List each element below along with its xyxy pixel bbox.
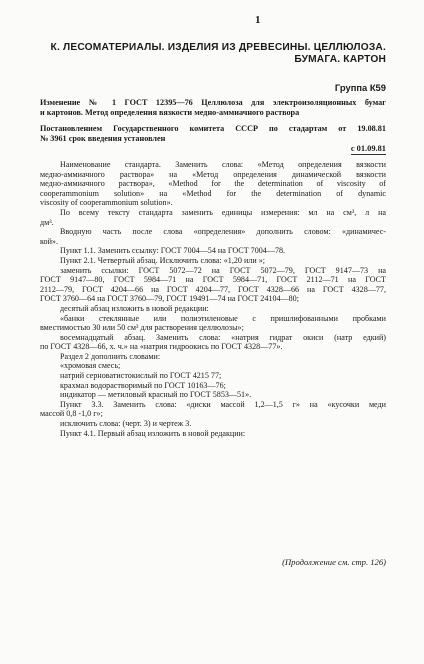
effective-date: с 01.09.81	[350, 144, 386, 153]
body-line: По всему тексту стандарта заменить единицы измерения: мл на см³, л на	[60, 207, 386, 217]
page-number: 1	[255, 14, 261, 26]
section-title-line-1: К. ЛЕСОМАТЕРИАЛЫ. ИЗДЕЛИЯ ИЗ ДРЕВЕСИНЫ. ЦЕЛЛЮЛОЗА.	[50, 42, 386, 53]
decree-line: Постановлением Государственного комитета СССР по стадартам от 19.08.81	[40, 123, 386, 133]
body-line: восемнадцатый абзац. Заменить слова: «натрия гидрат окиси (натр едкий)	[60, 332, 386, 342]
body-line: исключить слова: (черт. 3) и чертеж 3.	[60, 419, 192, 429]
decree-line: № 3961 срок введения установлен	[40, 134, 166, 144]
amendment-header	[40, 98, 386, 145]
body-text	[40, 160, 386, 438]
body-line: ГОСТ 3760—64 на ГОСТ 3760—79, ГОСТ 19491—74 на ГОСТ 24104—80;	[40, 294, 299, 304]
group-code: Группа К59	[334, 82, 386, 93]
body-line: «банки стеклянные или полиэтиленовые с пришлифованными пробками	[60, 313, 386, 323]
body-line: viscosity of cooperammonium solution».	[40, 198, 173, 208]
body-line: 2112—79, ГОСТ 4204—66 на ГОСТ 4204—77, ГОСТ 4328—66 на ГОСТ 4328—77,	[40, 284, 386, 294]
section-title-line-2: БУМАГА. КАРТОН	[294, 54, 386, 65]
body-line: Раздел 2 дополнить словами:	[60, 351, 161, 361]
body-line: натрий серноватистокислый по ГОСТ 4215 77;	[60, 371, 222, 381]
body-line: cooperammonium solution» на «Method for the determination of dynamic	[40, 188, 386, 198]
body-line: медно-аммиачного раствора», «Method for the determination of viscosity of	[40, 179, 386, 189]
body-line: вместимостью 30 или 50 см³ для растворения целлюлозы»;	[40, 323, 244, 333]
amendment-line: и картонов. Метод определения вязкости медно-аммиачного раствора	[40, 108, 300, 118]
section-header	[40, 42, 386, 66]
body-line: крахмал водорастворимый по ГОСТ 10163—76;	[60, 380, 226, 390]
amendment-line: Изменение № 1 ГОСТ 12395—76 Целлюлоза для электроизоляционных бумаг	[40, 98, 386, 107]
body-line: массой 0,8 -1,0 г»;	[40, 409, 103, 419]
body-line: по ГОСТ 4328—66, х. ч.» на «натрия гидроокись по ГОСТ 4328—77».	[40, 342, 283, 352]
body-line: дм³.	[40, 217, 54, 227]
continuation-note: (Продолжение см. стр. 126)	[282, 557, 386, 567]
body-line: Пункт 1.1. Заменить ссылку: ГОСТ 7004—54 на ГОСТ 7004—78.	[60, 246, 286, 256]
body-line: Вводную часть после слова «определения» дополнить словом: «динамичес-	[60, 227, 386, 237]
body-line: Пункт 4.1. Первый абзац изложить в новой редакции:	[60, 428, 246, 438]
body-line: кой».	[40, 236, 58, 246]
body-line: Пункт 2.1. Четвертый абзац. Исключить слова: «1,20 или »;	[60, 255, 265, 265]
body-line: медно-аммиачного раствора» на «Метод определения динамической вязкости	[40, 169, 386, 179]
body-line: «хромовая смесь;	[60, 361, 121, 371]
body-line: десятый абзац изложить в новой редакции:	[60, 303, 209, 313]
body-line: индикатор — метиловый красный по ГОСТ 5853—51».	[60, 390, 252, 400]
body-line: заменить ссылки: ГОСТ 5072—72 на ГОСТ 5072—79, ГОСТ 9147—73 на	[60, 265, 386, 275]
body-line: Пункт 3.3. Заменить слова: «диски массой 1,2—1,5 г» на «кусочки меди	[60, 399, 386, 409]
body-line: ГОСТ 9147—80, ГОСТ 5984—71 на ГОСТ 5984—71, ГОСТ 2112—71 на ГОСТ	[40, 275, 386, 285]
body-line: Наименование стандарта. Заменить слова: «Метод определения вязкости	[60, 160, 386, 169]
